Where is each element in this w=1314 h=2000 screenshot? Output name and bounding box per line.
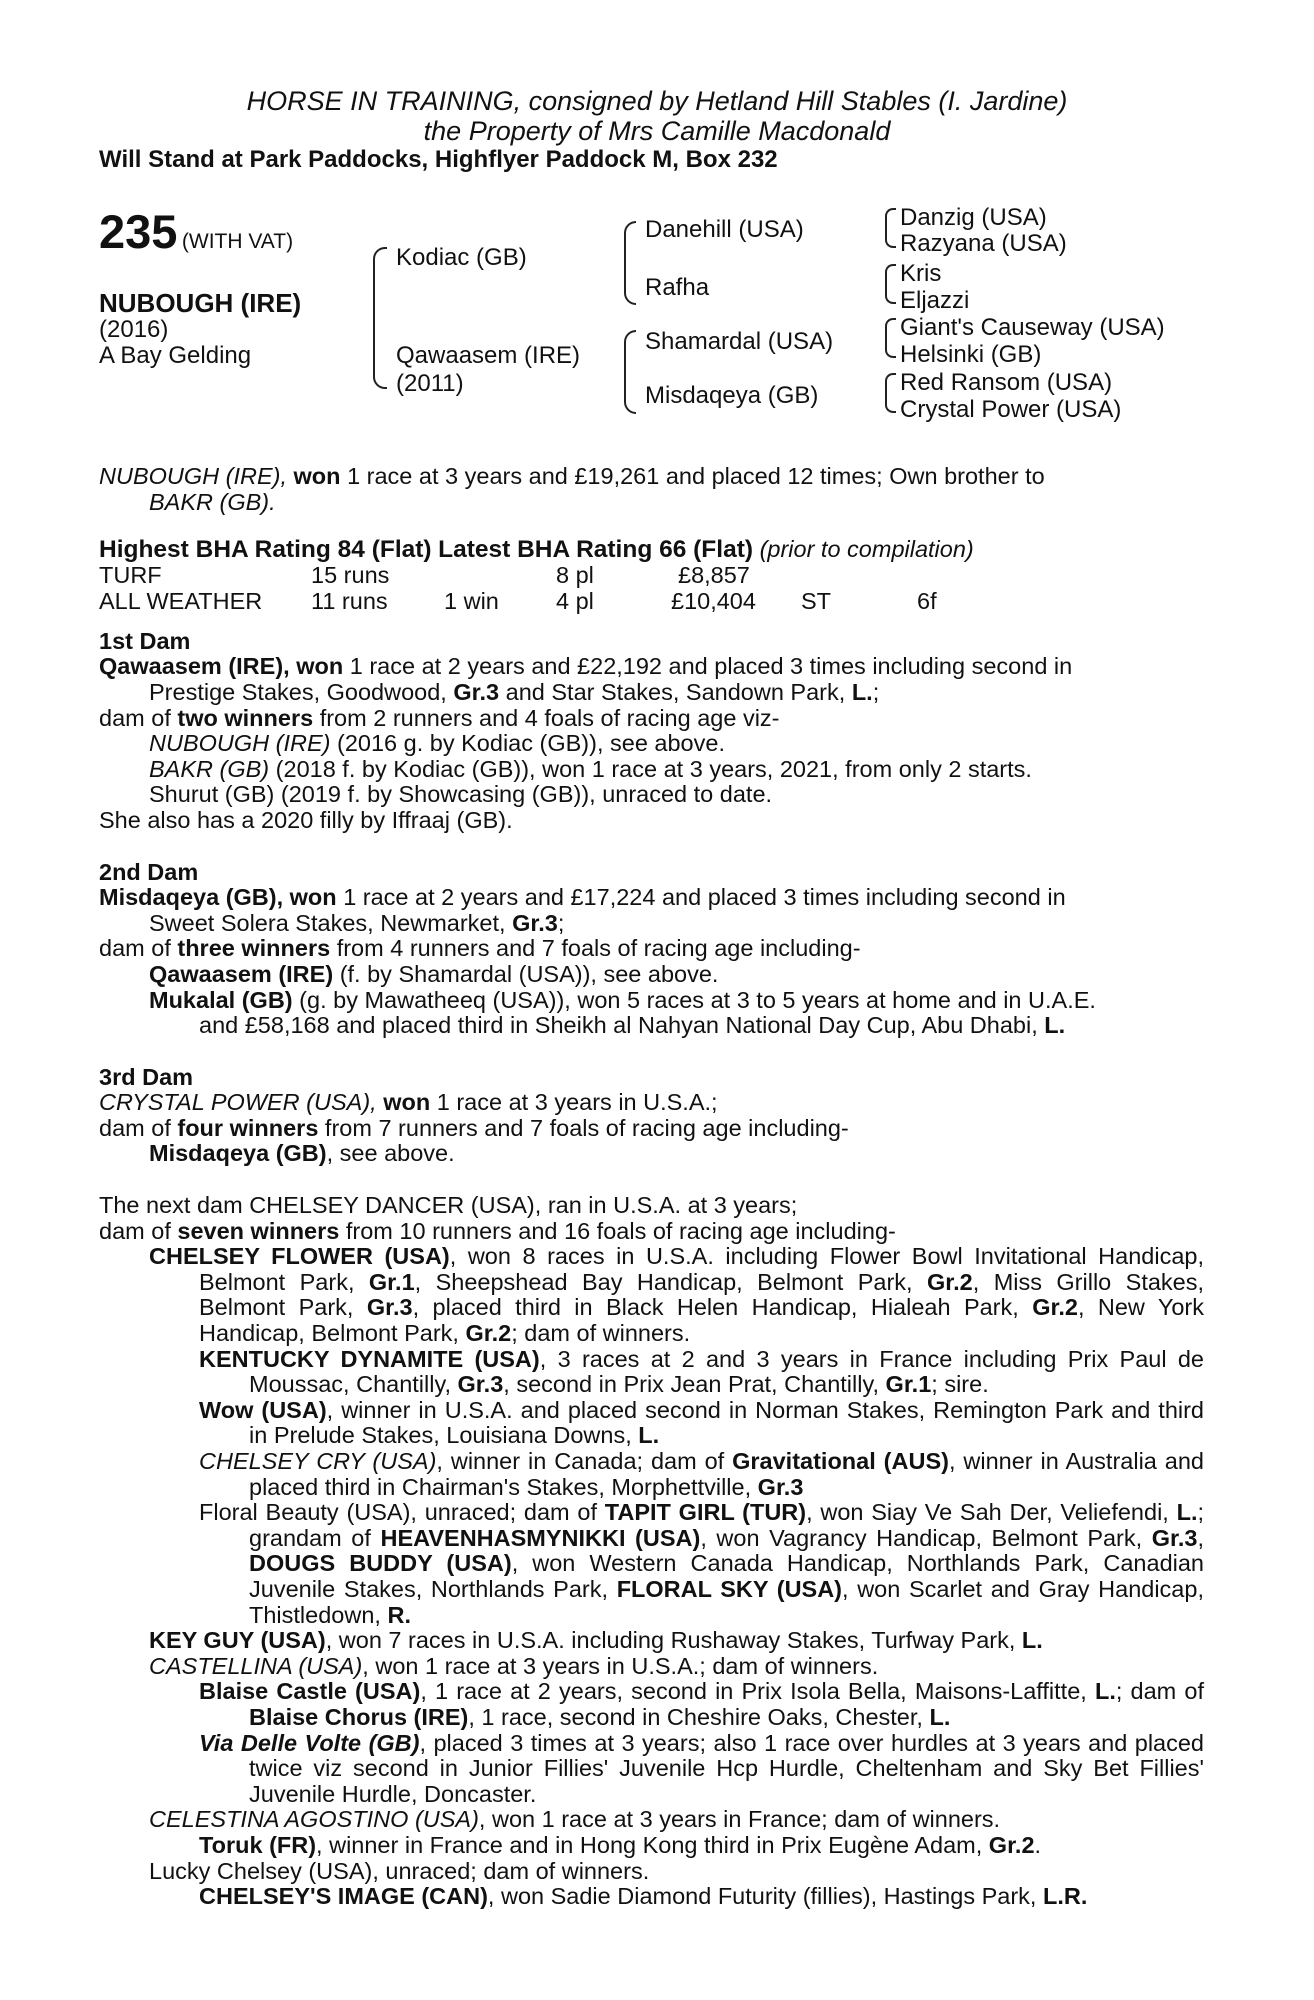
dam1-listed: L. — [851, 678, 873, 705]
celestina-entry — [99, 1807, 1204, 1833]
entry-text: , won 7 races in U.S.A. including Rushaway Stakes, Turfway Park, — [325, 1627, 1016, 1654]
entry-name: Toruk (FR) — [199, 1831, 317, 1858]
via-delle-volte-entry — [99, 1731, 1204, 1808]
entry-name: KEY GUY (USA) — [149, 1627, 326, 1654]
key-guy-entry — [99, 1628, 1204, 1654]
dam2-offspring1 — [99, 962, 1204, 988]
catalogue-body — [99, 464, 1204, 1910]
sire-sire-sire: Danzig (USA) — [900, 204, 1047, 231]
wow-entry — [99, 1398, 1204, 1449]
listed: L. — [1021, 1627, 1043, 1654]
sire-sire-dam: Razyana (USA) — [900, 230, 1067, 257]
offspring-name: NUBOUGH (IRE) — [149, 730, 331, 757]
offspring-text: (f. by Shamardal (USA)), see above. — [339, 960, 719, 987]
sire-dam-brace — [373, 247, 387, 389]
entry-name: DOUGS BUDDY (USA) — [249, 1550, 512, 1577]
summary-horse-name: NUBOUGH (IRE), — [99, 463, 287, 489]
dam1-text2: Prestige Stakes, Goodwood, — [149, 678, 447, 705]
dam2-text3: ; — [557, 909, 565, 936]
entry-text: Floral Beauty (USA), unraced; dam of — [199, 1499, 597, 1526]
dam2-text1: 1 race at 2 years and £17,224 and placed 3 times including second in — [343, 884, 1066, 911]
entry-text: , placed 3 times at 3 years; also 1 race over hurdles at 3 years and placed twice viz second in Junior Fillies' Juvenile Hcp Hurdle, Cheltenham and Sky Bet Fillies' Juvenile Hurdle, Doncaster. — [249, 1729, 1204, 1807]
stat-placed: 4 pl — [556, 587, 594, 614]
offspring-text: (2016 g. by Kodiac (GB)), see above. — [337, 730, 725, 757]
listed-restricted: L.R. — [1043, 1883, 1088, 1910]
offspring-name: BAKR (GB) — [149, 755, 270, 782]
dam3-heading: 3rd Dam — [99, 1063, 194, 1090]
sire-parents-brace — [624, 221, 636, 305]
sd-brace — [885, 264, 896, 304]
horse-year: (2016) — [99, 316, 169, 343]
entry-name: Blaise Castle (USA) — [199, 1678, 421, 1705]
dam4-line2 — [99, 1219, 1204, 1245]
dam3-won: won — [383, 1089, 431, 1116]
dam1-offspring3: Shurut (GB) (2019 f. by Showcasing (GB)), unraced to date. — [149, 781, 773, 808]
location-line: Will Stand at Park Paddocks, Highflyer Paddock M, Box 232 — [99, 146, 778, 173]
offspring-name: Misdaqeya (GB) — [149, 1140, 327, 1167]
ds-brace — [885, 318, 896, 358]
grade: Gr.2 — [927, 1268, 973, 1295]
entry-text: , won 8 races in U.S.A. including Flower Bowl Invitational Handicap, Belmont Park, — [199, 1243, 1204, 1295]
grade: Gr.2 — [1032, 1294, 1078, 1321]
entry-text: , won Vagrancy Handicap, Belmont Park, — [700, 1524, 1143, 1551]
listed: L. — [929, 1703, 951, 1730]
dam4-text1: from 10 runners and 16 foals of racing age including- — [345, 1217, 896, 1244]
summary-text: 1 race at 3 years and £19,261 and placed 12 times; Own brother to — [347, 463, 1045, 489]
stat-surface: ALL WEATHER — [99, 587, 263, 614]
stat-prize: £10,404 — [671, 587, 756, 614]
entry-text: , 3 races at 2 and 3 years in France including Prix Paul de Moussac, Chantilly, — [249, 1345, 1204, 1398]
dam-dam-dam: Crystal Power (USA) — [900, 396, 1122, 423]
sire-dam-dam: Eljazzi — [900, 287, 970, 314]
dam1-heading: 1st Dam — [99, 627, 191, 654]
dam3-line1 — [99, 1090, 1204, 1116]
dam2-grade: Gr.3 — [512, 909, 558, 936]
entry-text: , Miss Grillo Stakes, Belmont Park, — [199, 1268, 1205, 1321]
dam1-line3 — [99, 706, 1204, 732]
dam4-winners: seven winners — [177, 1217, 340, 1244]
dam1-also: She also has a 2020 filly by Iffraaj (GB). — [99, 806, 513, 833]
dam1-name: Qawaasem (IRE), — [99, 653, 290, 680]
stat-wins: 1 win — [444, 587, 499, 614]
entry-name: KENTUCKY DYNAMITE (USA) — [199, 1345, 540, 1372]
entry-name: CASTELLINA (USA) — [149, 1652, 363, 1679]
stats-row-aw — [99, 589, 1204, 615]
entry-text: , Sheepshead Bay Handicap, Belmont Park, — [414, 1268, 913, 1295]
dam1-won: won — [296, 653, 344, 680]
dam1-line2 — [99, 680, 1204, 706]
dam-sire-sire: Giant's Causeway (USA) — [900, 314, 1165, 341]
summary-won: won — [293, 463, 341, 489]
ss-brace — [885, 208, 896, 248]
dam2-listed: L. — [1044, 1012, 1066, 1039]
offspring-name: Qawaasem (IRE) — [149, 960, 334, 987]
dam3-winners: four winners — [177, 1114, 319, 1141]
dam-dam-sire: Red Ransom (USA) — [900, 369, 1113, 396]
dam1-grade: Gr.3 — [453, 678, 500, 705]
offspring-text: , see above. — [326, 1140, 455, 1167]
property-line: the Property of Mrs Camille Macdonald — [423, 116, 891, 146]
grade: Gr.3 — [757, 1473, 804, 1500]
stat-runs: 11 runs — [311, 587, 388, 614]
dam-year: (2011) — [396, 370, 464, 397]
floral-beauty-entry: Floral Beauty (USA), unraced; dam of TAPIT GIRL (TUR), won Siay Ve Sah Der, Veliefendi, L.; grandam of HEAVENHASMYNIKKI (USA), won Vagrancy Handicap, Belmont Park, Gr.3, DOUGS BUDDY (USA), won Western Canada Handicap, Northlands Park, Canadian Juvenile Stakes, Northlands Park, FLORAL SKY (USA), won Scarlet and Gray Handicap, Thistledown, R. — [199, 1499, 1205, 1628]
summary-brother: BAKR (GB). — [149, 488, 276, 515]
dam1-offspring1 — [99, 731, 1204, 757]
dam2-winners: three winners — [177, 935, 331, 962]
grade: Gr.2 — [465, 1320, 512, 1347]
consignor-line: HORSE IN TRAINING, consigned by Hetland Hill Stables (I. Jardine) — [246, 86, 1068, 116]
entry-name: CHELSEY'S IMAGE (CAN) — [199, 1883, 488, 1910]
dam1-text4: ; — [872, 678, 880, 705]
dam1-text3: and Star Stakes, Sandown Park, — [505, 678, 846, 705]
entry-text: , New York Handicap, Belmont Park, — [199, 1294, 1205, 1347]
dam3-offspring1 — [99, 1141, 1204, 1167]
dam3-name: CRYSTAL POWER (USA), — [99, 1089, 377, 1116]
dam1-offspring2 — [99, 757, 1204, 783]
entry-name: Wow (USA) — [199, 1396, 327, 1423]
entry-text: , won 1 race at 3 years in France; dam of winners. — [478, 1806, 1001, 1833]
highest-rating: Highest BHA Rating 84 (Flat) — [99, 536, 432, 564]
castellina-entry — [99, 1654, 1204, 1680]
dam2-line1 — [99, 885, 1204, 911]
dam: Qawaasem (IRE) — [396, 342, 581, 369]
chelsey-flower-entry — [99, 1244, 1204, 1346]
dam2-offspring2 — [99, 988, 1204, 1014]
stat-prize: £8,857 — [678, 561, 750, 588]
dam2-text4: from 4 runners and 7 foals of racing age including- — [336, 935, 861, 962]
dam1-text5: from 2 runners and 4 foals of racing age viz- — [319, 704, 780, 731]
vat-label: (WITH VAT) — [181, 230, 294, 253]
dam2-offspring2-cont — [99, 1013, 1204, 1039]
entry-text: , 1 race at 2 years, second in Prix Isola Bella, Maisons-Laffitte, — [420, 1678, 1087, 1705]
dam3-line2 — [99, 1116, 1204, 1142]
grade: Gr.3 — [457, 1371, 504, 1398]
lot-block — [99, 204, 293, 259]
entry-name: Via Delle Volte (GB) — [199, 1729, 420, 1756]
sire-sire: Danehill (USA) — [645, 216, 804, 243]
dam-sire-dam: Helsinki (GB) — [900, 341, 1042, 368]
listed: L. — [1094, 1678, 1116, 1705]
entry-text: , second in Prix Jean Prat, Chantilly, — [503, 1371, 880, 1398]
offspring-text: and £58,168 and placed third in Sheikh al Nahyan National Day Cup, Abu Dhabi, — [199, 1012, 1038, 1039]
stat-runs: 15 runs — [311, 561, 390, 588]
sire-dam-sire: Kris — [900, 260, 942, 287]
listed: L. — [638, 1422, 660, 1449]
lucky-chelsey-entry: Lucky Chelsey (USA), unraced; dam of winners. — [149, 1857, 650, 1884]
blaise-castle-entry — [99, 1679, 1204, 1730]
restricted: R. — [387, 1601, 411, 1628]
rating-note: (prior to compilation) — [759, 536, 974, 563]
rating-line — [99, 537, 1204, 563]
dam1-line1 — [99, 654, 1204, 680]
entry-text: , won Sadie Diamond Futurity (fillies), Hastings Park, — [487, 1883, 1037, 1910]
entry-text: , placed third in Black Helen Handicap, Hialeah Park, — [412, 1294, 1019, 1321]
dam2-line3 — [99, 936, 1204, 962]
stat-distance: 6f — [917, 587, 937, 614]
dam3-text1: 1 race at 3 years in U.S.A.; — [436, 1089, 718, 1116]
entry-text: , winner in U.S.A. and placed second in Norman Stakes, Remington Park and third in Prelude Stakes, Louisiana Downs, — [249, 1396, 1205, 1449]
offspring-text: (2018 f. by Kodiac (GB)), won 1 race at 3 years, 2021, from only 2 starts. — [275, 755, 1032, 782]
chelsey-cry-entry — [99, 1449, 1204, 1500]
dam4-dam-of: dam of — [99, 1217, 171, 1244]
stat-going: ST — [801, 587, 832, 614]
entry-name: CHELSEY FLOWER (USA) — [149, 1243, 450, 1270]
entry-text: ; grandam of — [249, 1499, 1205, 1551]
grade: Gr.3 — [366, 1294, 413, 1321]
entry-text: , winner in France and in Hong Kong third in Prix Eugène Adam, — [316, 1831, 983, 1858]
dam1-winners: two winners — [177, 704, 314, 731]
sire: Kodiac (GB) — [396, 244, 527, 271]
horse-name: NUBOUGH (IRE) — [99, 288, 302, 318]
toruk-entry: Toruk (FR), winner in France and in Hong Kong third in Prix Eugène Adam, Gr.2. — [199, 1831, 1042, 1858]
dam2-line2 — [99, 911, 1204, 937]
entry-name: FLORAL SKY (USA) — [616, 1575, 843, 1602]
entry-text: , won Scarlet and Gray Handicap, Thistledown, — [249, 1575, 1204, 1628]
stat-surface: TURF — [99, 561, 162, 588]
grade: Gr.2 — [988, 1831, 1035, 1858]
entry-text: ; dam of — [1115, 1678, 1205, 1705]
entry-name: Blaise Chorus (IRE) — [249, 1703, 469, 1730]
listed: L. — [1176, 1499, 1198, 1526]
entry-text: , 1 race, second in Cheshire Oaks, Chester, — [468, 1703, 923, 1730]
horse-description: A Bay Gelding — [99, 342, 252, 369]
summary-paragraph — [99, 464, 1204, 490]
stat-placed: 8 pl — [556, 561, 594, 588]
dam2-text2: Sweet Solera Stakes, Newmarket, — [149, 909, 506, 936]
dam-dam: Misdaqeya (GB) — [645, 382, 819, 409]
dam2-won: won — [289, 884, 337, 911]
entry-text: , won Western Canada Handicap, Northlands Park, Canadian Juvenile Stakes, Northlands Park, — [249, 1550, 1204, 1602]
offspring-name: Mukalal (GB) — [149, 986, 293, 1013]
grade: Gr.3 — [1151, 1524, 1198, 1551]
entry-text: ; sire. — [931, 1371, 989, 1398]
dam1-dam-of: dam of — [99, 704, 171, 731]
stats-row-turf — [99, 563, 1204, 589]
dam1-text1: 1 race at 2 years and £22,192 and placed 3 times including second in — [349, 653, 1073, 680]
entry-name: HEAVENHASMYNIKKI (USA) — [380, 1524, 701, 1551]
offspring-text: (g. by Mawatheeq (USA)), won 5 races at 3 to 5 years at home and in U.A.E. — [299, 986, 1096, 1013]
dam2-dam-of: dam of — [99, 935, 171, 962]
dam2-heading: 2nd Dam — [99, 858, 199, 885]
dam-sire: Shamardal (USA) — [645, 328, 834, 355]
entry-text: , winner in Australia and placed third in Chairman's Stakes, Morphettville, — [249, 1448, 1204, 1500]
sire-dam: Rafha — [645, 274, 710, 301]
kentucky-dynamite-entry — [99, 1347, 1204, 1398]
chelseys-image-entry — [99, 1884, 1204, 1910]
dam2-name: Misdaqeya (GB), — [99, 884, 284, 911]
dam4-intro: The next dam CHELSEY DANCER (USA), ran in U.S.A. at 3 years; — [99, 1192, 798, 1219]
entry-name: CELESTINA AGOSTINO (USA) — [149, 1806, 479, 1833]
entry-text: , won 1 race at 3 years in U.S.A.; dam of winners. — [362, 1652, 879, 1679]
entry-text: , winner in Canada; dam of — [436, 1448, 725, 1474]
dd-brace — [885, 373, 896, 413]
entry-text: , won Siay Ve Sah Der, Veliefendi, — [806, 1499, 1169, 1526]
grade: Gr.1 — [368, 1268, 415, 1295]
entry-name: TAPIT GIRL (TUR) — [604, 1499, 807, 1526]
entry-name: CHELSEY CRY (USA) — [199, 1448, 437, 1474]
entry-text: ; dam of winners. — [511, 1320, 691, 1347]
latest-rating: Latest BHA Rating 66 (Flat) — [438, 536, 754, 564]
lot-number: 235 — [99, 205, 178, 258]
entry-name: Gravitational (AUS) — [732, 1448, 949, 1474]
dam3-text2: from 7 runners and 7 foals of racing age including- — [324, 1114, 849, 1141]
dam-parents-brace — [624, 330, 636, 414]
grade: Gr.1 — [885, 1371, 932, 1398]
dam3-dam-of: dam of — [99, 1114, 171, 1141]
